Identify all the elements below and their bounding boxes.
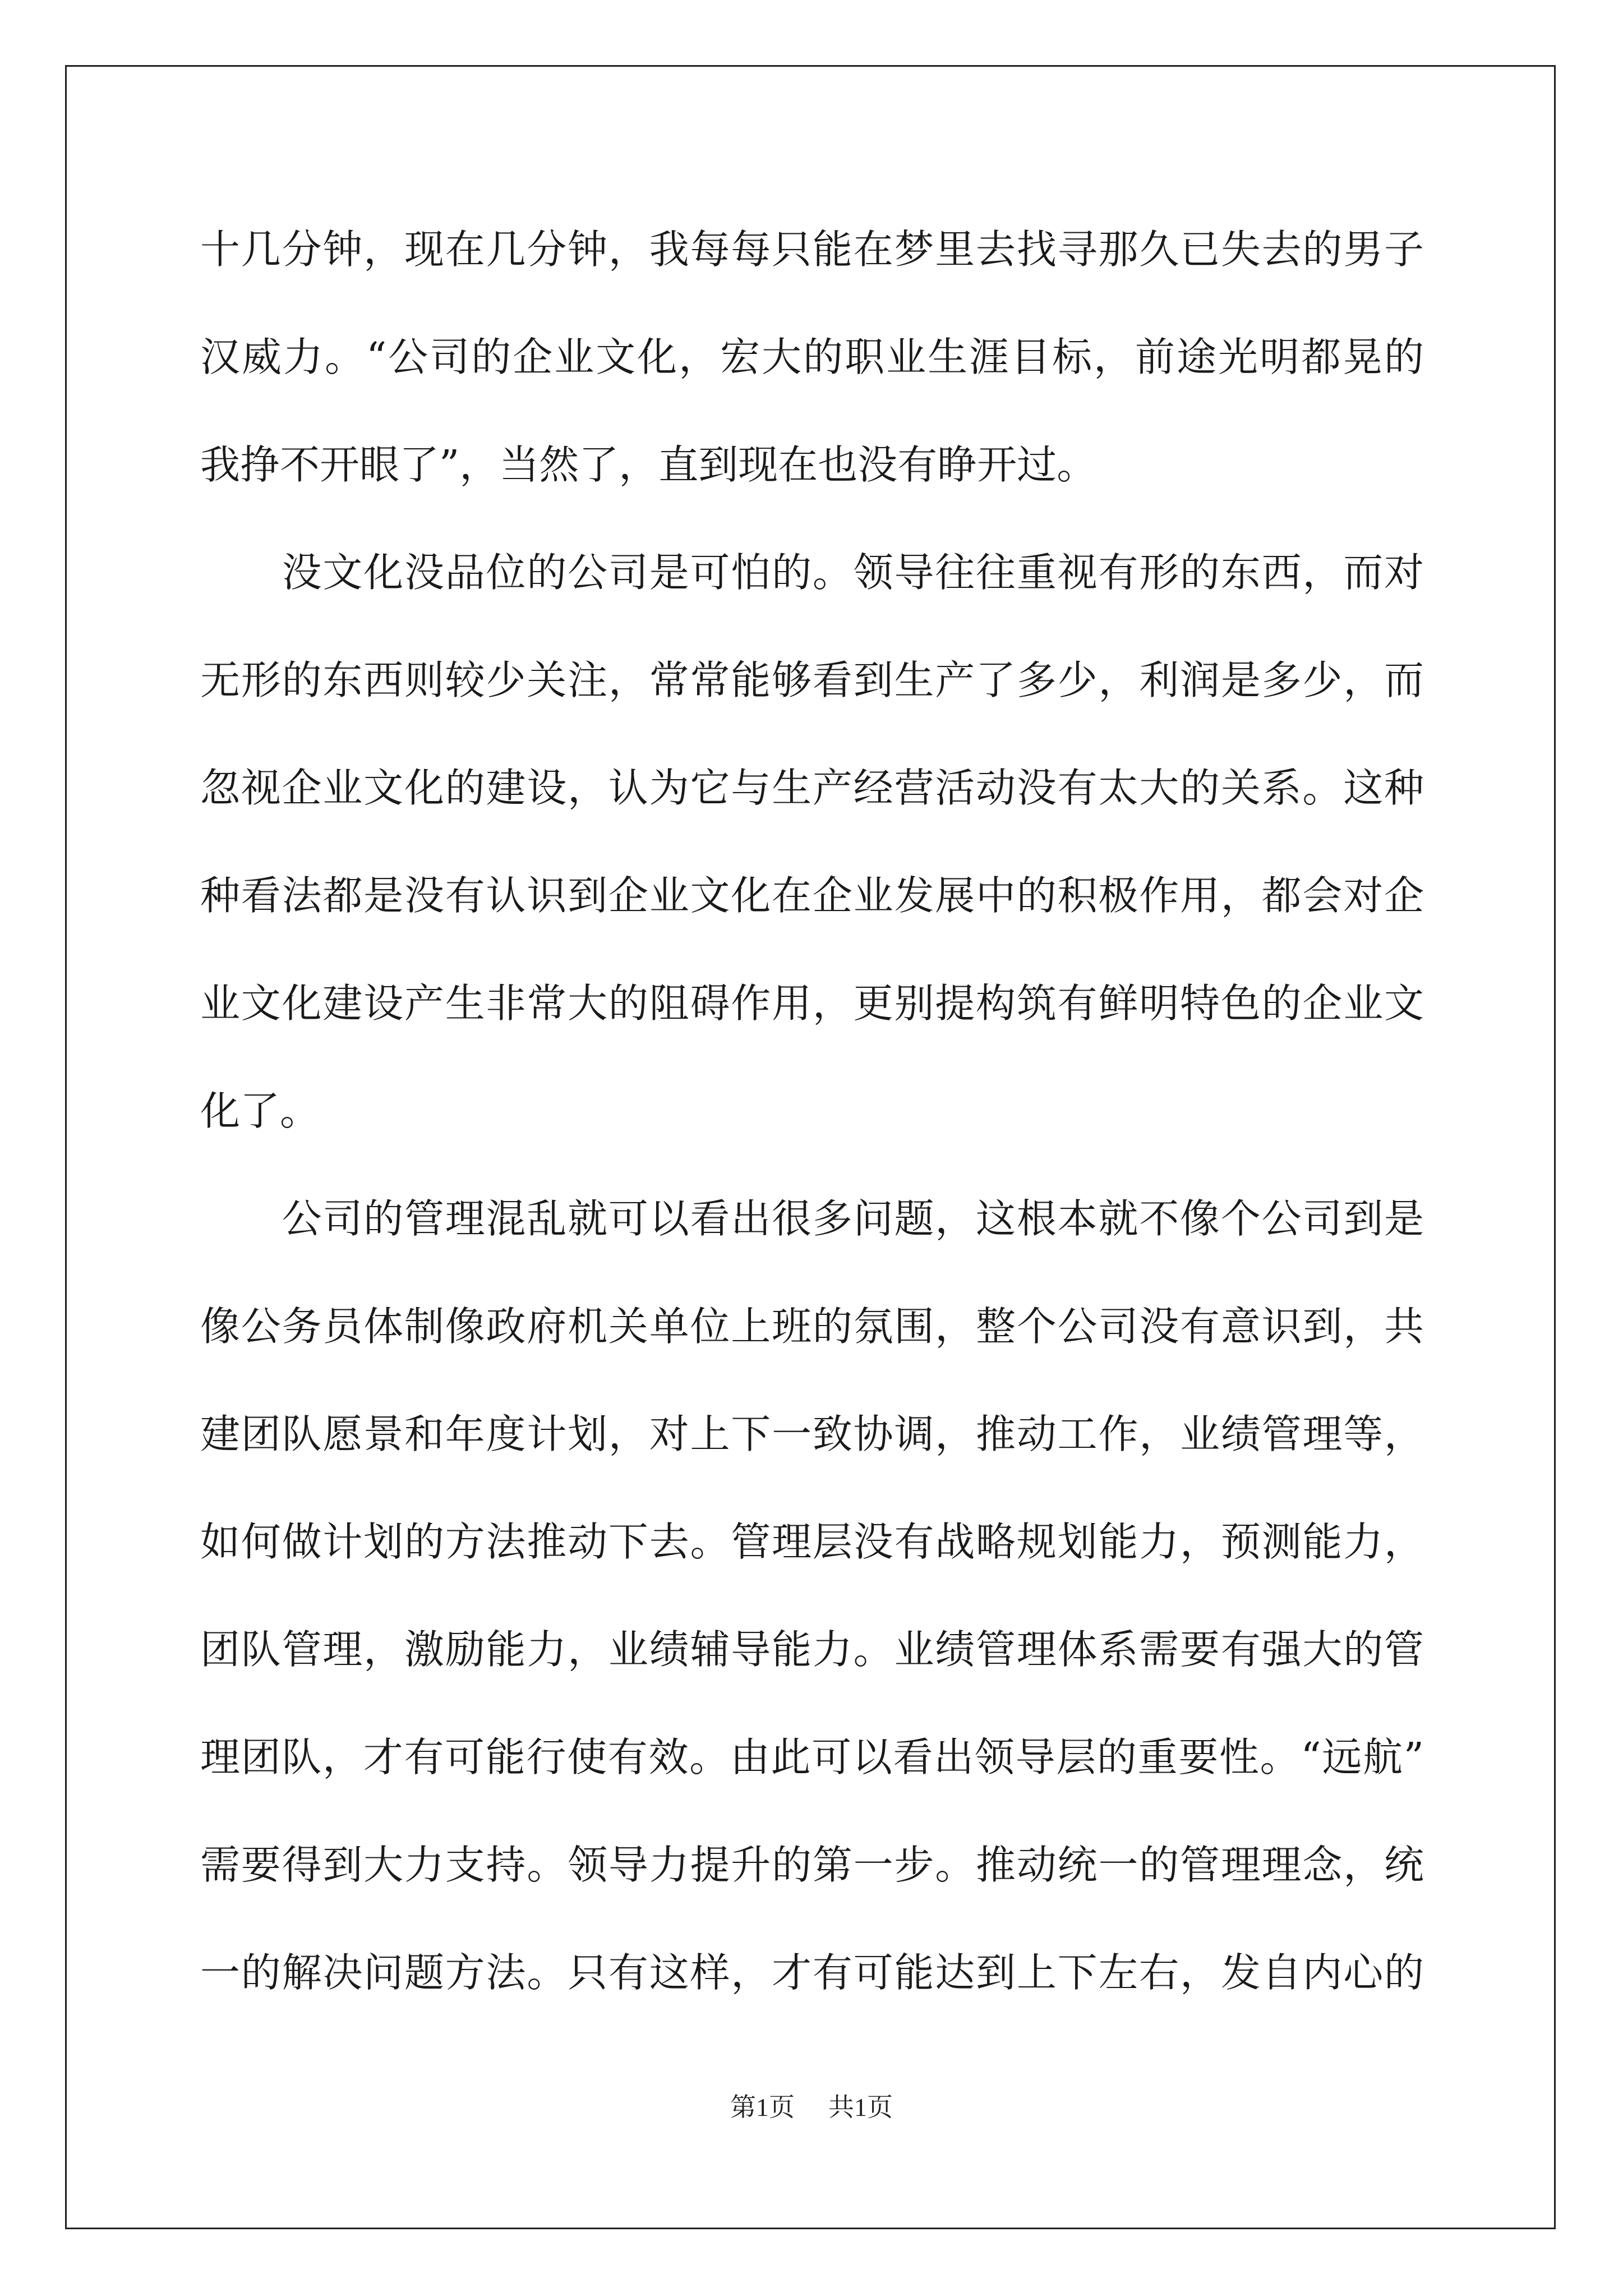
text-line: 需要得到大力支持。领导力提升的第一步。推动统一的管理理念，统 [200,1842,1424,1888]
text-line: 我挣不开眼了”，当然了，直到现在也没有睁开过。 [200,441,1097,488]
text-line: 业文化建设产生非常大的阻碍作用，更别提构筑有鲜明特色的企业文 [200,980,1424,1027]
text-line: 十几分钟，现在几分钟，我每每只能在梦里去找寻那久已失去的男子 [200,226,1424,273]
text-line: 公司的管理混乱就可以看出很多问题，这根本就不像个公司到是 [200,1195,1424,1242]
text-line: 没文化没品位的公司是可怕的。领导往往重视有形的东西，而对 [200,549,1424,596]
text-line: 团队管理，激励能力，业绩辅导能力。业绩管理体系需要有强大的管 [200,1626,1424,1673]
text-line: 忽视企业文化的建设，认为它与生产经营活动没有太大的关系。这种 [200,765,1424,811]
text-line: 化了。 [200,1088,320,1134]
text-line: 汉威力。“公司的企业文化，宏大的职业生涯目标，前途光明都晃的 [200,334,1424,380]
text-line: 建团队愿景和年度计划，对上下一致协调，推动工作，业绩管理等， [200,1411,1424,1457]
text-line: 无形的东西则较少关注，常常能够看到生产了多少，利润是多少，而 [200,657,1424,703]
text-line: 像公务员体制像政府机关单位上班的氛围，整个公司没有意识到，共 [200,1303,1424,1350]
page-number-current: 第1页 [730,2093,795,2122]
text-line: 如何做计划的方法推动下去。管理层没有战略规划能力，预测能力， [200,1519,1424,1565]
text-line: 一的解决问题方法。只有这样，才有可能达到上下左右，发自内心的 [200,1949,1424,1996]
text-line: 理团队，才有可能行使有效。由此可以看出领导层的重要性。“远航” [200,1734,1424,1780]
text-line: 种看法都是没有认识到企业文化在企业发展中的积极作用，都会对企 [200,872,1424,919]
document-body [200,216,1424,2047]
page-number-total: 共1页 [828,2093,893,2122]
page-footer [0,2087,1623,2124]
